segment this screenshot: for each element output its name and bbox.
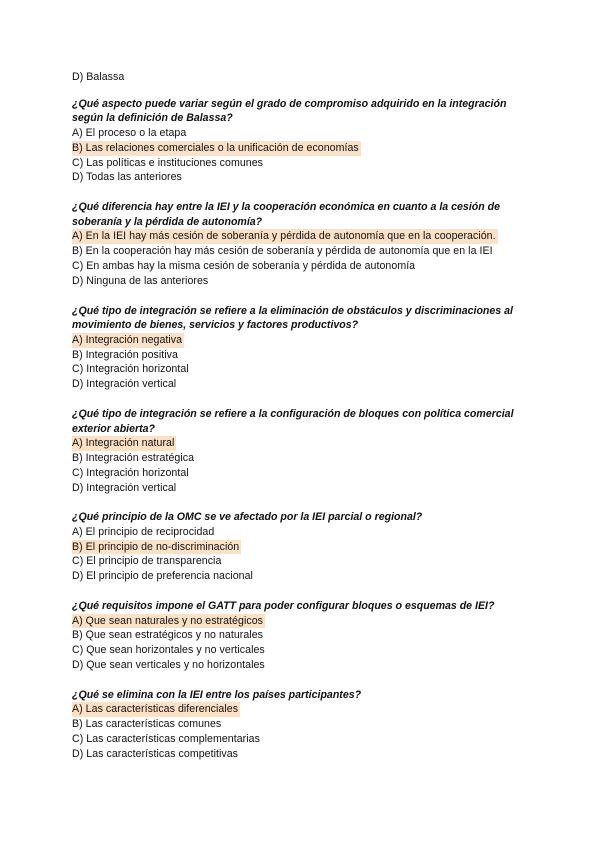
question-text: ¿Qué tipo de integración se refiere a la configuración de bloques con política comercial exterior abierta? bbox=[72, 407, 514, 435]
answer-option bbox=[72, 377, 542, 392]
answer-option bbox=[72, 732, 542, 747]
answer-option-text: A) El proceso o la etapa bbox=[72, 126, 187, 139]
question-block bbox=[72, 97, 542, 185]
answer-option bbox=[72, 244, 542, 259]
answer-option-highlighted bbox=[72, 540, 542, 555]
answer-option bbox=[72, 274, 542, 289]
answer-option bbox=[72, 658, 542, 673]
answer-option bbox=[72, 126, 542, 141]
answer-option-text: B) Las características comunes bbox=[72, 718, 222, 731]
answer-option-text: A) En la IEI hay más cesión de soberanía y pérdida de autonomía que en la cooperación. bbox=[72, 230, 496, 243]
answer-option-text: B) Integración estratégica bbox=[72, 451, 195, 464]
question-text: ¿Qué requisitos impone el GATT para poder configurar bloques o esquemas de IEI? bbox=[72, 600, 495, 613]
answer-option-highlighted bbox=[72, 229, 542, 244]
answer-option-text: C) El principio de transparencia bbox=[72, 555, 222, 568]
answer-option-text: A) Las características diferenciales bbox=[72, 703, 239, 716]
answer-option-text: C) Que sean horizontales y no verticales bbox=[72, 644, 265, 657]
answer-option-text: D) El principio de preferencia nacional bbox=[72, 570, 253, 583]
answer-option bbox=[72, 348, 542, 363]
question-text: ¿Qué aspecto puede variar según el grado de compromiso adquirido en la integración según la definición de Balassa? bbox=[72, 97, 507, 125]
answer-option-highlighted bbox=[72, 333, 542, 348]
question-block bbox=[72, 407, 542, 495]
question-text: ¿Qué se elimina con la IEI entre los países participantes? bbox=[72, 688, 362, 701]
answer-option-text: D) Todas las anteriores bbox=[72, 171, 182, 184]
question-text: ¿Qué tipo de integración se refiere a la eliminación de obstáculos y discriminaciones al movimiento de bienes, servicios y factores productivos? bbox=[72, 304, 513, 332]
answer-option bbox=[72, 717, 542, 732]
answer-option-text: B) Las relaciones comerciales o la unificación de economías bbox=[72, 141, 359, 154]
answer-option-text: A) Que sean naturales y no estratégicos bbox=[72, 614, 263, 627]
answer-option bbox=[72, 525, 542, 540]
answer-option-text: C) Integración horizontal bbox=[72, 466, 189, 479]
answer-option bbox=[72, 569, 542, 584]
answer-option-text: C) Las políticas e instituciones comunes bbox=[72, 156, 264, 169]
answer-option bbox=[72, 170, 542, 185]
answer-option-text: D) Integración vertical bbox=[72, 481, 177, 494]
answer-option-text: A) Integración negativa bbox=[72, 333, 183, 346]
answer-option-text: B) El principio de no-discriminación bbox=[72, 540, 240, 553]
answer-option-text: D) Integración vertical bbox=[72, 378, 177, 391]
answer-option bbox=[72, 554, 542, 569]
quiz-content bbox=[72, 70, 542, 762]
answer-option-text: B) Integración positiva bbox=[72, 348, 178, 361]
answer-option bbox=[72, 362, 542, 377]
answer-option-highlighted bbox=[72, 436, 542, 451]
answer-option bbox=[72, 481, 542, 496]
answer-option-highlighted bbox=[72, 614, 542, 629]
question-list bbox=[72, 97, 542, 762]
answer-option-text: A) Integración natural bbox=[72, 437, 175, 450]
previous-answer-line: D) Balassa bbox=[72, 71, 125, 83]
answer-option-highlighted bbox=[72, 141, 542, 156]
answer-option bbox=[72, 156, 542, 171]
answer-option-text: C) En ambas hay la misma cesión de soberanía y pérdida de autonomía bbox=[72, 259, 416, 272]
answer-option bbox=[72, 451, 542, 466]
question-text: ¿Qué principio de la OMC se ve afectado por la IEI parcial o regional? bbox=[72, 511, 423, 524]
answer-option-text: A) El principio de reciprocidad bbox=[72, 525, 215, 538]
answer-option-text: D) Que sean verticales y no horizontales bbox=[72, 659, 265, 672]
answer-option-text: C) Integración horizontal bbox=[72, 363, 189, 376]
question-block bbox=[72, 304, 542, 392]
answer-option bbox=[72, 628, 542, 643]
question-text: ¿Qué diferencia hay entre la IEI y la cooperación económica en cuanto a la cesión de soberanía y la pérdida de autonomía? bbox=[72, 201, 501, 228]
answer-option-text: D) Ninguna de las anteriores bbox=[72, 274, 209, 287]
answer-option bbox=[72, 643, 542, 658]
answer-option-text: B) En la cooperación hay más cesión de soberanía y pérdida de autonomía que en la IEI bbox=[72, 245, 493, 258]
question-block bbox=[72, 599, 542, 673]
answer-option bbox=[72, 466, 542, 481]
answer-option-highlighted bbox=[72, 702, 542, 717]
question-block bbox=[72, 688, 542, 762]
answer-option-text: B) Que sean estratégicos y no naturales bbox=[72, 629, 263, 642]
answer-option-text: C) Las características complementarias bbox=[72, 733, 260, 746]
answer-option-text: D) Las características competitivas bbox=[72, 747, 239, 760]
question-block bbox=[72, 510, 542, 584]
answer-option bbox=[72, 747, 542, 762]
answer-option bbox=[72, 259, 542, 274]
question-block bbox=[72, 200, 542, 288]
